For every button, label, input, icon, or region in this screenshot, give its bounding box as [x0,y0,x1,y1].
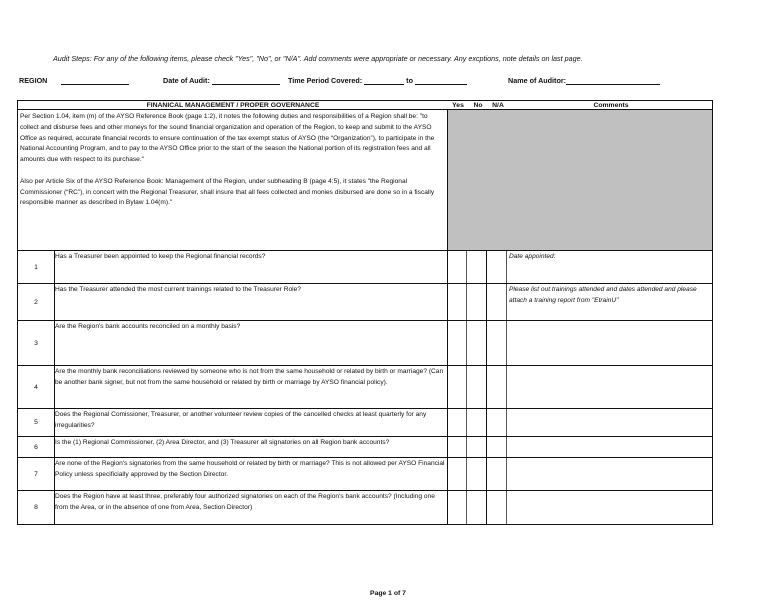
row-number: 8 [17,491,55,524]
table-row [17,490,713,525]
row-number: 4 [17,366,55,408]
audit-instructions: Audit Steps: For any of the following items, please check "Yes", "No", or "N/A". Add comments were appropriate or necessary. Any excptions, note details on last page. [53,54,583,63]
column-header-yes: Yes [452,102,464,109]
row-question: Are none of the Region's signatories from the same household or related by birth or marriage? This is not allowed per AYSO Financial Policy unless specificially approved by the Section Director. [55,460,445,478]
date-of-audit-field[interactable] [163,76,280,85]
yes-checkbox[interactable] [447,409,467,436]
column-header-na: N/A [492,102,504,109]
page-number: Page 1 of 7 [370,590,406,597]
no-checkbox[interactable] [467,437,487,457]
comment-field[interactable] [507,321,713,365]
table-row [17,283,713,320]
table-row [17,320,713,365]
row-question: Are the monthly bank reconciliations reviewed by someone who is not from the same household or related by birth or marriage? (Can be another bank signer, but not from the same household or related by birth or marriage by AYSO financial policy). [55,368,444,386]
time-period-field[interactable] [288,76,467,85]
yes-checkbox[interactable] [447,366,467,408]
no-checkbox[interactable] [467,458,487,490]
yes-checkbox[interactable] [447,321,467,365]
comment-field[interactable]: Please list out trainings attended and dates attended and please attach a training report from "EtrainU" [507,284,713,320]
table-row [17,457,713,490]
yes-checkbox[interactable] [447,437,467,457]
row-question: Is the (1) Regional Commissioner, (2) Area Director, and (3) Treasurer all signatories on all Region bank accounts? [55,439,390,446]
row-question: Are the Region's bank accounts reconciled on a monthly basis? [55,323,241,330]
row-question: Has a Treasurer been appointed to keep the Regional financial records? [55,253,266,260]
period-end-input-line[interactable] [415,76,467,85]
auditor-name-label: Name of Auditor: [508,76,567,85]
na-checkbox[interactable] [487,366,507,408]
yes-checkbox[interactable] [447,251,467,283]
auditor-name-field[interactable] [508,76,660,85]
table-row [17,250,713,283]
date-of-audit-label: Date of Audit: [163,76,210,85]
intro-paragraph-2: Also per Article Six of the AYSO Reference Book: Management of the Region, under subheading B (page 4:5), it states "the Regional Commissioner (“RC”), in concert with the Regional Treasurer, shall insure that all fees collected and monies disbursed are done so in a fiscally responsible manner as described in Bylaw 1.04(m)." [20,177,435,207]
no-checkbox[interactable] [467,366,487,408]
row-number: 7 [17,458,55,490]
region-label: REGION [19,76,48,85]
comment-field[interactable]: Date appointed: [507,251,713,283]
na-checkbox[interactable] [487,437,507,457]
intro-paragraph-1: Per Section 1.04, item (m) of the AYSO Reference Book (page 1:2), it notes the following duties and responsibilities of a Region shall be: "to collect and disburse fees and other moneys for the sound financial organization and operation of the Region, to keep and submit to the AYSO Office as required, accurate financial records to ensure continuation of the tax exempt status of AYSO (the “Organization”), to participate in the National Accounting Program, and to pay to the AYSO Office prior to the start of the season the National portion of its registration fees and all amounts due with respect to its purchase." [20,113,435,164]
audit-table [17,100,713,525]
no-checkbox[interactable] [467,409,487,436]
na-checkbox[interactable] [487,284,507,320]
yes-checkbox[interactable] [447,458,467,490]
row-question: Does the Region have at least three, preferably four authorized signatories on each of the Region's bank accounts? (Including one from the Area, or in the absence of one from Area, Section Director) [55,493,435,511]
column-header-no: No [473,102,483,109]
row-number: 3 [17,321,55,365]
intro-shaded-area [447,110,713,250]
intro-text [17,110,447,250]
no-checkbox[interactable] [467,321,487,365]
row-number: 1 [17,251,55,283]
comment-field[interactable] [507,491,713,524]
row-question: Has the Treasurer attended the most current trainings related to the Treasurer Role? [55,286,301,293]
table-row [17,408,713,436]
comment-field[interactable] [507,366,713,408]
row-number: 5 [17,409,55,436]
comment-field[interactable] [507,409,713,436]
no-checkbox[interactable] [467,491,487,524]
na-checkbox[interactable] [487,251,507,283]
auditor-name-input-line[interactable] [566,76,660,85]
table-row [17,436,713,457]
comment-field[interactable] [507,437,713,457]
region-input-line[interactable] [61,76,129,85]
na-checkbox[interactable] [487,491,507,524]
comment-field[interactable] [507,458,713,490]
yes-checkbox[interactable] [447,284,467,320]
row-number: 2 [17,284,55,320]
column-header-comments: Comments [593,102,629,109]
yes-checkbox[interactable] [447,491,467,524]
time-period-label: Time Period Covered: [288,76,363,85]
to-label: to [406,76,413,85]
row-number: 6 [17,437,55,457]
na-checkbox[interactable] [487,409,507,436]
no-checkbox[interactable] [467,284,487,320]
date-of-audit-input-line[interactable] [212,76,280,85]
table-row [17,365,713,408]
table-header [17,100,713,110]
row-question: Does the Regional Comissioner, Treasurer, or another volunteer review copies of the cancelled checks at least quarterly for any irregularities? [55,411,427,429]
no-checkbox[interactable] [467,251,487,283]
region-field[interactable] [19,76,129,85]
period-start-input-line[interactable] [364,76,404,85]
na-checkbox[interactable] [487,321,507,365]
na-checkbox[interactable] [487,458,507,490]
section-title: FINANICAL MANAGEMENT / PROPER GOVERNANCE [146,102,320,109]
